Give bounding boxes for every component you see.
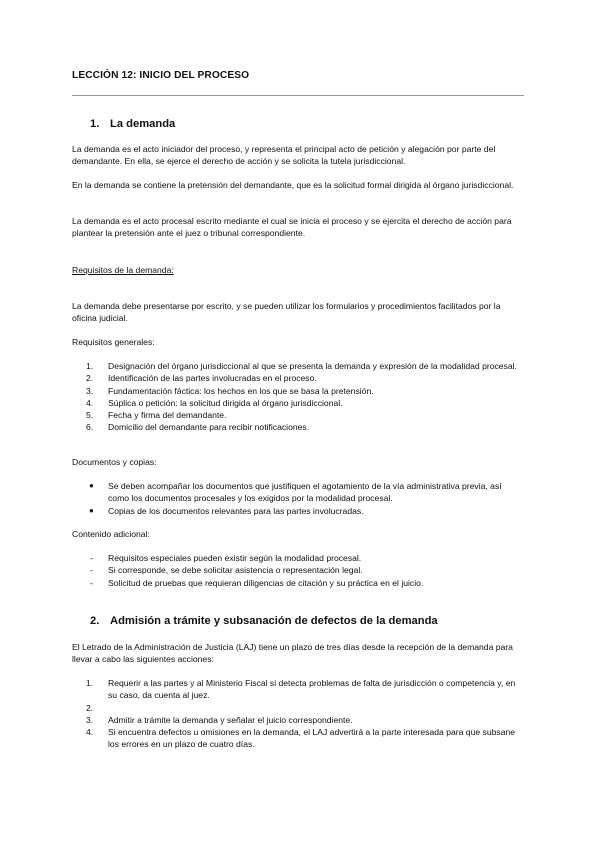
list-item-text: Identificación de las partes involucradas en el proceso.: [108, 373, 317, 384]
admission-actions-list: [72, 677, 524, 751]
additional-content-heading: Contenido adicional:: [72, 529, 150, 539]
dash-marker: -: [90, 565, 93, 576]
list-marker: 3.: [86, 385, 94, 396]
list-marker: 3.: [86, 714, 94, 725]
list-marker: 2.: [86, 702, 94, 713]
list-item: [72, 385, 524, 397]
list-item-text: Fecha y firma del demandante.: [108, 410, 227, 421]
list-item: [72, 714, 524, 726]
section-title: Admisión a trámite y subsanación de defectos de la demanda: [110, 615, 438, 627]
section-number: 2.: [90, 615, 100, 627]
requirements-heading: Requisitos de la demanda:: [72, 265, 174, 275]
paragraph: La demanda es el acto procesal escrito mediante el cual se inicia el proceso y se ejercita el derecho de acción para plantear la pretensión ante el juez o tribunal correspondiente.: [72, 216, 512, 239]
paragraph: En la demanda se contiene la pretensión del demandante, que es la solicitud formal dirigida al órgano jurisdiccional.: [72, 180, 514, 190]
paragraph: La demanda es el acto iniciador del proceso, y representa el principal acto de petición y alegación por parte del demandante. En ella, se ejerce el derecho de acción y se solicita la tutela jurisdiccional.: [72, 144, 496, 167]
list-item: [72, 372, 524, 384]
requirements-intro: La demanda debe presentarse por escrito, y se pueden utilizar los formularios y procedimientos facilitados por la oficina judicial.: [72, 301, 501, 324]
list-item: [72, 702, 524, 714]
list-item-text: Requerir a las partes y al Ministerio Fiscal si detecta problemas de falta de jurisdicción o competencia y, en su caso, da cuenta al juez.: [108, 678, 516, 701]
list-item-text: Si corresponde, se debe solicitar asistencia o representación legal.: [108, 565, 363, 576]
list-item: [72, 677, 524, 702]
list-marker: 5.: [86, 410, 94, 421]
bullet-marker: ●: [89, 481, 94, 490]
list-item: [72, 564, 524, 576]
list-item: [72, 360, 524, 372]
list-item-text: Se deben acompañar los documentos que justifiquen el agotamiento de la vía administrativa previa, así como los documentos procesales y los exigidos por la modalidad procesal.: [108, 481, 502, 504]
list-item: [72, 397, 524, 409]
list-item: [72, 577, 524, 589]
list-item: [72, 421, 524, 433]
list-item: [72, 505, 524, 517]
list-item-text: Si encuentra defectos u omisiones en la demanda, el LAJ advertirá a la parte interesada para que subsane los errores en un plazo de cuatro días.: [108, 727, 516, 750]
dash-marker: -: [90, 577, 93, 588]
list-item-text: Designación del órgano jurisdiccional al que se presenta la demanda y expresión de la modalidad procesal.: [108, 361, 517, 371]
list-marker: 6.: [86, 422, 94, 433]
section-heading-2: [72, 614, 438, 628]
section-heading-1: [72, 117, 175, 131]
list-item-text: Requisitos especiales pueden existir según la modalidad procesal.: [108, 553, 362, 563]
title-divider: [72, 95, 524, 96]
list-item-text: Solicitud de pruebas que requieran diligencias de citación y su práctica en el juicio.: [108, 577, 424, 588]
list-item: [72, 552, 524, 564]
list-marker: 1.: [86, 361, 94, 371]
list-marker: 4.: [86, 397, 94, 408]
list-item-text: Admitir a trámite la demanda y señalar el juicio correspondiente.: [108, 714, 353, 725]
documents-heading: Documentos y copias:: [72, 457, 157, 467]
list-marker: 1.: [86, 678, 94, 688]
general-requirements-heading: Requisitos generales:: [72, 337, 155, 347]
section-title: La demanda: [110, 118, 176, 130]
list-item: [72, 480, 524, 505]
list-item-text: Súplica o petición: la solicitud dirigida al órgano jurisdiccional.: [108, 397, 343, 408]
additional-content-list: [72, 552, 524, 589]
list-marker: 2.: [86, 373, 94, 384]
list-item-text: Domicilio del demandante para recibir notificaciones.: [108, 422, 310, 433]
section-number: 1.: [90, 118, 100, 130]
general-requirements-list: [72, 360, 524, 434]
lesson-title: LECCIÓN 12: INICIO DEL PROCESO: [72, 70, 250, 81]
list-item: [72, 726, 524, 751]
section2-intro: El Letrado de la Administración de Justicia (LAJ) tiene un plazo de tres días desde la recepción de la demanda para llevar a cabo las siguientes acciones:: [72, 642, 513, 665]
list-item: [72, 409, 524, 421]
dash-marker: -: [90, 553, 93, 563]
bullet-marker: ●: [89, 505, 94, 515]
list-item-text: Copias de los documentos relevantes para las partes involucradas.: [108, 505, 364, 516]
documents-list: [72, 480, 524, 517]
list-item-text: Fundamentación fáctica: los hechos en los que se basa la pretensión.: [108, 385, 374, 396]
list-marker: 4.: [86, 727, 94, 738]
